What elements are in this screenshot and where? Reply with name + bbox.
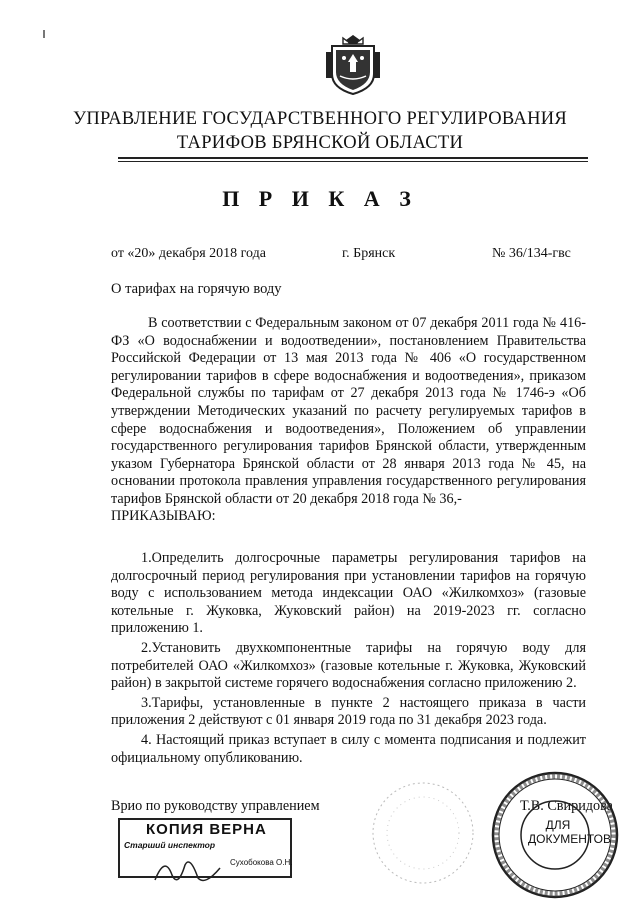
stamp-position: Старший инспектор — [124, 840, 216, 850]
signatory-title: Врио по руководству управлением — [111, 798, 320, 814]
coat-of-arms-icon — [326, 34, 380, 96]
preamble-paragraph — [111, 315, 586, 509]
stamp-copy-title: КОПИЯ ВЕРНА — [146, 821, 267, 838]
document-city: г. Брянск — [342, 246, 396, 261]
signatory-name: Т.В. Свиридова — [520, 798, 613, 814]
document-date: от «20» декабря 2018 года — [111, 246, 266, 261]
order-item-1: 1.Определить долгосрочные параметры регулирования тарифов на долгосрочный период регулирования при установлении тарифов на горячую воду с использованием метода индексации ОАО «Жилкомхоз» (газовые котельные г. Жуковка, Жуковский район) на 2019-2023 гг. согласно приложению 1. — [111, 550, 586, 637]
order-items — [111, 550, 586, 769]
scan-mark — [43, 30, 45, 38]
org-name-line1: УПРАВЛЕНИЕ ГОСУДАРСТВЕННОГО РЕГУЛИРОВАНИЯ — [72, 109, 568, 129]
faint-seal-icon — [368, 778, 478, 888]
org-name-line2: ТАРИФОВ БРЯНСКОЙ ОБЛАСТИ — [176, 133, 464, 153]
order-item-2: 2.Установить двухкомпонентные тарифы на горячую воду для потребителей ОАО «Жилкомхоз» (газовые котельные г. Жуковка, Жуковский район) в закрытой системе горячего водоснабжения согласно приложению 2. — [111, 639, 586, 692]
seal-text: ДЛЯ ДОКУМЕНТОВ — [528, 818, 612, 846]
handwritten-signature-icon — [150, 850, 230, 890]
header-rule-thin — [118, 161, 588, 162]
document-number: № 36/134-гвс — [492, 246, 571, 261]
official-seal — [490, 770, 620, 900]
stamp-name: Сухобокова О.Н. — [230, 858, 293, 867]
document-title: П Р И К А З — [222, 186, 418, 211]
header-rule — [118, 157, 588, 159]
order-word: ПРИКАЗЫВАЮ: — [111, 508, 216, 524]
preamble-text: В соответствии с Федеральным законом от 07 декабря 2011 года № 416-ФЗ «О водоснабжении и водоотведении», постановлением Правительства Российской Федерации от 13 мая 2013 года № 406 «О государственном регулировании тарифов в сфере водоснабжения и водоотведения», приказом Федеральной службы по тарифам от 27 декабря 2013 года № 1746-э «Об утверждении Методических указаний по расчету регулируемых тарифов в сфере водоснабжения и водоотведения», Положением об управлении государственного регулирования тарифов Брянской области, утвержденным указом Губернатора Брянской области от 28 января 2013 года № 45, на основании протокола правления управления государственного регулирования тарифов Брянской области от 20 декабря 2018 года № 36,- — [111, 315, 586, 507]
document-subject: О тарифах на горячую воду — [111, 281, 282, 297]
order-item-4: 4. Настоящий приказ вступает в силу с момента подписания и подлежит официальному опубликованию. — [111, 731, 586, 766]
order-item-3: 3.Тарифы, установленные в пункте 2 настоящего приказа в части приложения 2 действуют с 01 января 2019 года по 31 декабря 2023 года. — [111, 694, 586, 729]
